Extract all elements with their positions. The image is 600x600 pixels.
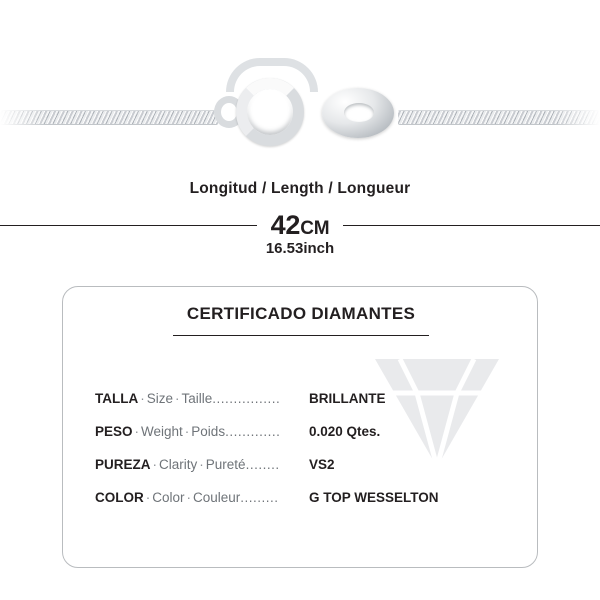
certificate-row-value: 0.020 Qtes. [309,424,381,439]
chain-fade-right [554,106,600,128]
label-separator: · [145,490,151,505]
certificate-row-weight [95,424,507,457]
length-value-cm [257,209,344,240]
length-label: Longitud / Length / Longueur [189,180,411,197]
certificate-row-label [95,391,309,406]
certificate-title-divider [173,335,429,336]
oval-jump-ring [322,88,394,138]
certificate-row-label [95,490,309,505]
label-separator: · [184,424,190,439]
length-value-inch: 16.53inch [265,240,335,257]
label-dots: ............. [225,424,281,439]
certificate-row-value: VS2 [309,457,335,472]
label-fr: Poids [191,424,226,439]
label-dots: ................ [212,391,281,406]
measure-rule-left [0,225,257,226]
label-fr: Couleur [193,490,241,505]
label-es: COLOR [95,490,144,505]
label-es: TALLA [95,391,139,406]
length-value-unit: CM [300,217,330,239]
measure-rule-right [343,225,600,226]
label-en: Clarity [159,457,198,472]
spring-ring-clasp-icon [236,78,304,146]
label-dots: ........ [245,457,280,472]
label-separator: · [152,457,158,472]
label-separator: · [199,457,204,472]
length-value-number: 42 [270,209,301,240]
certificate-row-label [95,424,309,439]
label-en: Color [152,490,185,505]
certificate-attribute-list [95,391,507,523]
label-en: Weight [141,424,183,439]
label-fr: Taille [181,391,213,406]
label-fr: Pureté [205,457,246,472]
label-separator: · [140,391,145,406]
label-separator: · [175,391,180,406]
length-measure-row [0,208,600,242]
label-separator: · [134,424,140,439]
label-separator: · [186,490,192,505]
certificate-title: CERTIFICADO DIAMANTES [186,304,416,323]
label-en: Size [146,391,174,406]
product-chain-illustration [0,0,600,170]
certificate-row-value: BRILLANTE [309,391,386,406]
label-es: PUREZA [95,457,151,472]
certificate-row-value: G TOP WESSELTON [309,490,439,505]
label-es: PESO [95,424,133,439]
certificate-row-color [95,490,507,523]
diamond-certificate-card [62,286,538,568]
chain-fade-left [0,106,46,128]
label-dots: ......... [240,490,279,505]
certificate-row-label [95,457,309,472]
certificate-row-clarity [95,457,507,490]
certificate-row-size [95,391,507,424]
